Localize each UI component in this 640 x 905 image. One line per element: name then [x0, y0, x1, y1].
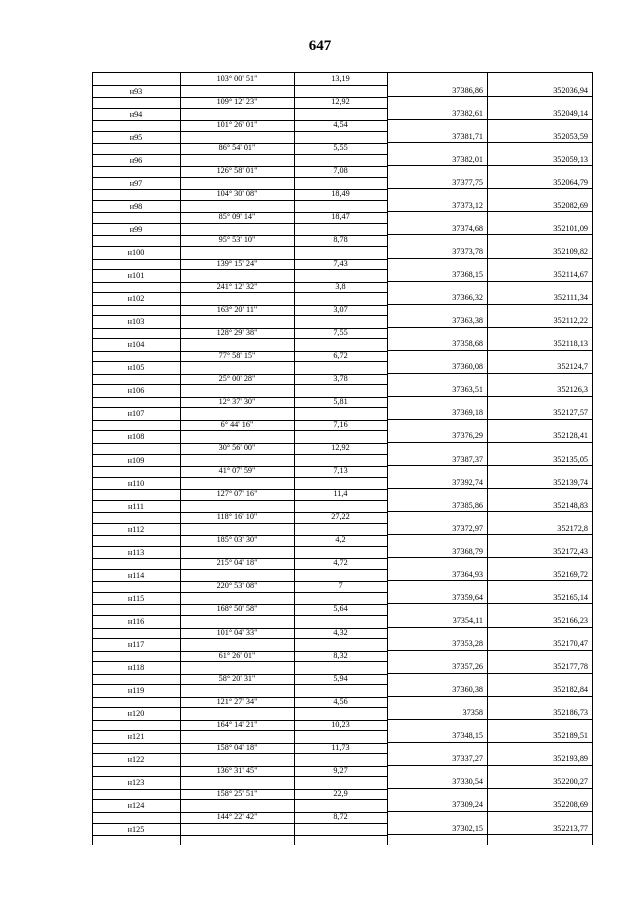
table-row	[92, 85, 592, 97]
x-value: 37373,78	[452, 246, 483, 256]
point-name-cell: н93	[92, 85, 180, 99]
table-row	[92, 776, 592, 788]
y-value: 352124,7	[557, 362, 588, 372]
y-value: 352139,74	[553, 477, 588, 487]
x-value: 37348,15	[452, 731, 483, 741]
point-name-cell: н94	[92, 108, 180, 122]
x-value: 37387,37	[452, 454, 483, 464]
table-row	[92, 477, 592, 489]
angle-cell: 103° 00' 51"	[216, 74, 258, 83]
distance-cell: 6,72	[333, 350, 348, 360]
distance-cell: 10,23	[331, 719, 350, 729]
point-name-cell: н117	[92, 638, 180, 652]
table-row	[92, 200, 592, 212]
table-row	[92, 650, 592, 662]
point-name-cell: н122	[92, 753, 180, 767]
table-row	[92, 419, 592, 431]
y-value: 352135,05	[553, 454, 588, 464]
x-value: 37330,54	[452, 777, 483, 787]
y-value: 352118,13	[553, 339, 588, 349]
table-row	[92, 292, 592, 304]
distance-cell: 4,32	[333, 627, 348, 637]
point-name-cell: н102	[92, 292, 180, 306]
angle-cell: 168° 50' 58"	[216, 604, 258, 614]
distance-cell: 8,72	[333, 812, 348, 821]
x-value: 37392,74	[452, 477, 483, 487]
table-row	[92, 765, 592, 777]
point-name-cell: н99	[92, 223, 180, 237]
table-row	[92, 396, 592, 408]
table-row	[92, 638, 592, 650]
x-value: 37386,86	[452, 85, 483, 95]
distance-cell: 7,13	[333, 466, 348, 476]
table-row	[92, 788, 592, 800]
point-name-cell: н106	[92, 384, 180, 398]
table-row	[92, 223, 592, 235]
y-value: 352082,69	[553, 200, 588, 210]
table-row	[92, 811, 592, 823]
angle-cell-empty	[180, 823, 294, 837]
x-value: 37357,26	[452, 662, 483, 672]
x-value: 37354,11	[452, 615, 483, 625]
distance-cell: 7,08	[333, 166, 348, 176]
x-value: 37302,15	[452, 823, 483, 833]
angle-cell: 77° 58' 15"	[218, 350, 256, 360]
x-value: 37382,61	[452, 108, 483, 118]
point-name-cell: н108	[92, 430, 180, 444]
distance-cell: 3,07	[333, 304, 348, 314]
point-name-cell: н110	[92, 477, 180, 491]
distance-cell: 13,19	[331, 74, 350, 83]
table-row	[92, 799, 592, 811]
angle-cell: 61° 26' 01"	[218, 650, 256, 660]
table-row	[92, 165, 592, 177]
table-row	[92, 627, 592, 639]
x-value: 37360,08	[452, 362, 483, 372]
angle-cell: 126° 58' 01"	[216, 166, 258, 176]
angle-cell: 118° 16' 10"	[216, 512, 258, 522]
angle-cell: 25° 00' 28"	[218, 373, 256, 383]
table-row	[92, 350, 592, 362]
x-value: 37368,15	[452, 270, 483, 280]
distance-cell: 8,78	[333, 235, 348, 245]
x-cell	[387, 823, 487, 836]
angle-cell: 163° 20' 11"	[216, 304, 258, 314]
table-row	[92, 569, 592, 581]
angle-cell: 220° 53' 08"	[216, 581, 258, 591]
angle-cell: 121° 27' 34"	[216, 696, 258, 706]
table-row	[92, 154, 592, 166]
angle-cell: 136° 31' 45"	[216, 765, 258, 775]
distance-cell: 7,55	[333, 327, 348, 337]
distance-cell: 18,49	[331, 189, 350, 199]
x-value: 37369,18	[452, 408, 483, 418]
table-row	[92, 500, 592, 512]
table-row	[92, 546, 592, 558]
table-row	[92, 592, 592, 604]
point-name-cell: н120	[92, 707, 180, 721]
point-name-cell: н124	[92, 799, 180, 813]
x-value: 37374,68	[452, 223, 483, 233]
point-name-cell: н116	[92, 615, 180, 629]
x-value: 37376,29	[452, 431, 483, 441]
distance-cell: 4,2	[335, 535, 346, 545]
table-row	[92, 407, 592, 419]
x-value: 37359,64	[452, 592, 483, 602]
table-row	[92, 442, 592, 454]
table-row	[92, 373, 592, 385]
angle-cell: 101° 04' 33"	[216, 627, 258, 637]
point-name-cell: н97	[92, 177, 180, 191]
angle-cell: 139° 15' 24"	[216, 258, 258, 268]
angle-cell: 41° 07' 59"	[218, 466, 256, 476]
angle-cell: 215° 04' 18"	[216, 558, 258, 568]
table-row	[92, 557, 592, 569]
point-name-cell: н103	[92, 315, 180, 329]
distance-cell: 7,43	[333, 258, 348, 268]
distance-cell: 4,72	[333, 558, 348, 568]
distance-cell: 3,78	[333, 373, 348, 383]
angle-cell: 12° 37' 30"	[218, 396, 256, 406]
y-value: 352049,14	[553, 108, 588, 118]
distance-cell: 4,56	[333, 696, 348, 706]
angle-cell: 85° 09' 14"	[218, 212, 256, 222]
table-row	[92, 108, 592, 120]
table-row	[92, 119, 592, 131]
point-name-cell: н121	[92, 730, 180, 744]
point-name-cell: н107	[92, 407, 180, 421]
y-value: 352109,82	[553, 246, 588, 256]
x-value: 37337,27	[452, 754, 483, 764]
point-name-cell: н112	[92, 523, 180, 537]
angle-cell: 109° 12' 23"	[216, 97, 258, 107]
y-value: 352169,72	[553, 569, 588, 579]
point-name-cell: н96	[92, 154, 180, 168]
coordinates-table	[92, 72, 592, 834]
page-number: 647	[308, 38, 332, 54]
y-value: 352059,13	[553, 154, 588, 164]
distance-cell: 12,92	[331, 97, 350, 107]
point-name-cell: н123	[92, 776, 180, 790]
y-value: 352172,43	[553, 546, 588, 556]
point-name-cell: н118	[92, 661, 180, 675]
point-name-cell: н101	[92, 269, 180, 283]
point-name-cell: н104	[92, 338, 180, 352]
y-value: 352186,73	[553, 708, 588, 718]
angle-cell: 6° 44' 16"	[220, 419, 254, 429]
table-row	[92, 361, 592, 373]
y-value: 352165,14	[553, 592, 588, 602]
table-row	[92, 753, 592, 765]
point-name-cell: н113	[92, 546, 180, 560]
x-value: 37377,75	[452, 177, 483, 187]
y-value: 352053,59	[553, 131, 588, 141]
table-row	[92, 719, 592, 731]
distance-cell: 8,32	[333, 650, 348, 660]
angle-cell: 30° 56' 00"	[218, 443, 256, 452]
angle-cell: 101° 26' 01"	[216, 120, 258, 130]
y-value: 352182,84	[553, 685, 588, 695]
table-row	[92, 730, 592, 742]
x-value: 37363,51	[452, 385, 483, 395]
y-value: 352166,23	[553, 615, 588, 625]
table-row	[92, 304, 592, 316]
point-name-cell: н115	[92, 592, 180, 606]
angle-cell: 164° 14' 21"	[216, 719, 258, 729]
y-value: 352127,57	[553, 408, 588, 418]
y-value: 352193,89	[553, 754, 588, 764]
table-row	[92, 327, 592, 339]
point-name-cell: н105	[92, 361, 180, 375]
table-row	[92, 211, 592, 223]
y-cell	[487, 823, 592, 836]
table-row	[92, 315, 592, 327]
table-row	[92, 430, 592, 442]
x-value: 37372,97	[452, 523, 483, 533]
table-row	[92, 742, 592, 754]
table-row	[92, 615, 592, 627]
table-row	[92, 96, 592, 108]
x-value: 37364,93	[452, 569, 483, 579]
y-value: 352114,67	[553, 270, 588, 280]
x-value: 37363,38	[452, 316, 483, 326]
x-value: 37366,32	[452, 293, 483, 303]
table-row	[92, 246, 592, 258]
table-row	[92, 338, 592, 350]
point-name-cell: н114	[92, 569, 180, 583]
x-value: 37360,38	[452, 685, 483, 695]
distance-cell: 12,92	[331, 443, 350, 452]
table-row	[92, 823, 592, 835]
table-row	[92, 454, 592, 466]
y-value: 352101,09	[553, 223, 588, 233]
y-value: 352170,47	[553, 639, 588, 649]
x-value: 37358	[462, 708, 483, 718]
angle-cell: 86° 54' 01"	[218, 143, 256, 153]
table-row	[92, 580, 592, 592]
distance-cell: 4,54	[333, 120, 348, 130]
table-row	[92, 696, 592, 708]
distance-cell: 27,22	[331, 512, 350, 522]
point-name-cell: н98	[92, 200, 180, 214]
table-row	[92, 465, 592, 477]
distance-cell: 5,55	[333, 143, 348, 153]
table-border-right	[592, 72, 593, 845]
y-value: 352200,27	[553, 777, 588, 787]
x-value: 37381,71	[452, 131, 483, 141]
y-value: 352213,77	[553, 823, 588, 833]
x-value: 37358,68	[452, 339, 483, 349]
x-value: 37382,01	[452, 154, 483, 164]
distance-cell: 22,9	[333, 788, 348, 798]
y-value: 352189,51	[553, 731, 588, 741]
x-value: 37373,12	[452, 200, 483, 210]
table-row	[92, 142, 592, 154]
angle-cell: 158° 04' 18"	[216, 742, 258, 752]
distance-cell-empty	[294, 823, 387, 837]
angle-cell: 127° 07' 16"	[216, 489, 258, 499]
x-value: 37385,86	[452, 500, 483, 510]
y-value: 352177,78	[553, 662, 588, 672]
angle-cell: 58° 20' 31"	[218, 673, 256, 683]
table-row	[92, 384, 592, 396]
y-value: 352112,22	[553, 316, 588, 326]
distance-cell: 7	[338, 581, 343, 591]
table-row	[92, 131, 592, 143]
x-value: 37368,79	[452, 546, 483, 556]
distance-cell: 18,47	[331, 212, 350, 222]
distance-cell: 5,64	[333, 604, 348, 614]
y-value: 352111,34	[553, 293, 588, 303]
table-row	[92, 72, 592, 85]
angle-cell: 144° 22' 42"	[216, 812, 258, 821]
table-row	[92, 269, 592, 281]
distance-cell: 7,16	[333, 419, 348, 429]
angle-cell: 158° 25' 51"	[216, 788, 258, 798]
distance-cell: 11,4	[333, 489, 348, 499]
table-row	[92, 523, 592, 535]
table-row	[92, 603, 592, 615]
angle-cell: 104° 30' 08"	[216, 189, 258, 199]
distance-cell: 3,8	[335, 281, 346, 291]
table-row	[92, 281, 592, 293]
table-row	[92, 707, 592, 719]
point-name-cell: н119	[92, 684, 180, 698]
distance-cell: 5,81	[333, 396, 348, 406]
angle-cell: 95° 53' 10"	[218, 235, 256, 245]
point-name-cell: н125	[92, 823, 180, 837]
y-value: 352064,79	[553, 177, 588, 187]
y-value: 352148,83	[553, 500, 588, 510]
y-value: 352126,3	[557, 385, 588, 395]
distance-cell: 5,94	[333, 673, 348, 683]
table-row	[92, 488, 592, 500]
point-name-cell: н100	[92, 246, 180, 260]
angle-cell: 185° 03' 30"	[216, 535, 258, 545]
table-row	[92, 188, 592, 200]
angle-cell: 241° 12' 32"	[216, 281, 258, 291]
x-value: 37309,24	[452, 800, 483, 810]
table-row	[92, 534, 592, 546]
y-value: 352208,69	[553, 800, 588, 810]
table-row	[92, 673, 592, 685]
table-row	[92, 234, 592, 246]
point-name-cell: н109	[92, 454, 180, 468]
table-row	[92, 684, 592, 696]
table-row	[92, 258, 592, 270]
angle-cell: 128° 29' 38"	[216, 327, 258, 337]
y-value: 352172,8	[557, 523, 588, 533]
point-name-cell: н95	[92, 131, 180, 145]
table-row	[92, 177, 592, 189]
table-row	[92, 661, 592, 673]
point-name-cell: н111	[92, 500, 180, 514]
distance-cell: 11,73	[331, 742, 350, 752]
y-value: 352036,94	[553, 85, 588, 95]
y-value: 352128,41	[553, 431, 588, 441]
x-value: 37353,28	[452, 639, 483, 649]
distance-cell: 9,27	[333, 765, 348, 775]
table-row	[92, 511, 592, 523]
